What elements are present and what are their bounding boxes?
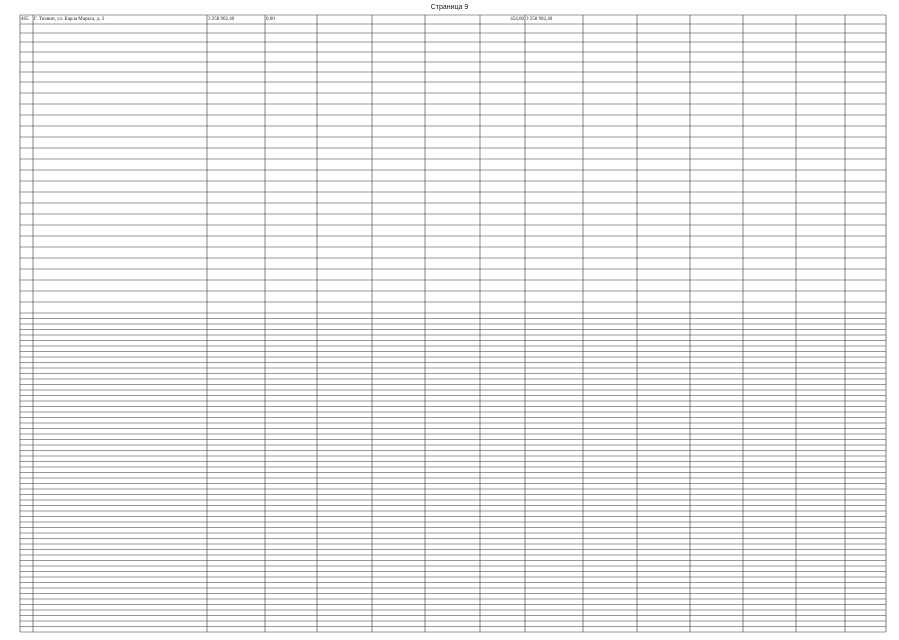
first-row-total: 3 258 902,40 — [208, 17, 235, 22]
first-row-number: 465 — [21, 17, 29, 22]
first-row-count: 454,00 — [510, 17, 524, 22]
page-label: Страница 9 — [430, 4, 469, 11]
first-row-amount: 3 258 902,40 — [526, 17, 553, 22]
first-row-address: Г. Тихвин, ул. Карла Маркса, д. 3 — [34, 17, 105, 22]
first-row-col-a: 0,00 — [266, 17, 275, 22]
